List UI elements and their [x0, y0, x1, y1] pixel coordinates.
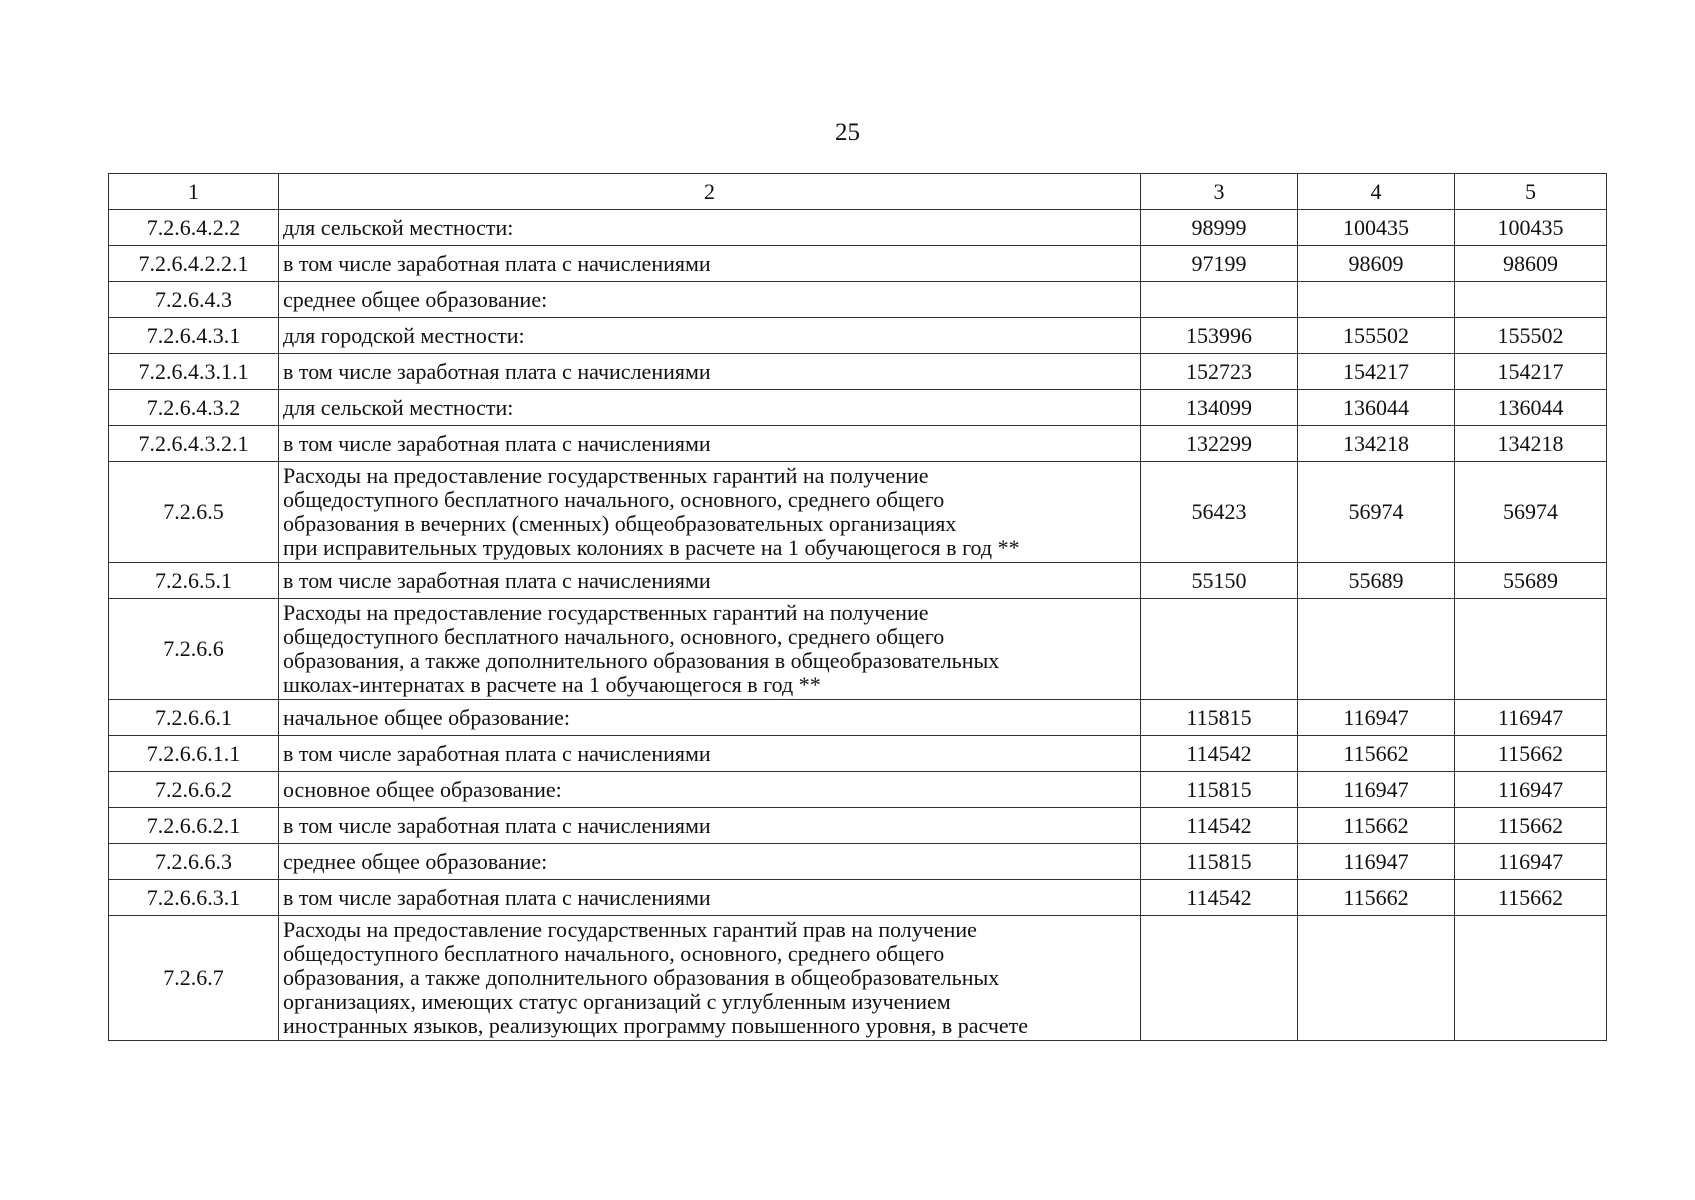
description-line: общедоступного бесплатного начального, основного, среднего общего — [283, 487, 945, 512]
page-number: 25 — [835, 119, 860, 146]
row-value-col5: 56974 — [1455, 462, 1607, 563]
row-description: в том числе заработная плата с начислениями — [279, 354, 1141, 390]
row-value-col4: 134218 — [1298, 426, 1455, 462]
table-row — [109, 916, 1607, 1041]
row-value-col3: 55150 — [1141, 563, 1298, 599]
row-value-col5: 115662 — [1455, 880, 1607, 916]
row-value-col5: 98609 — [1455, 246, 1607, 282]
row-value-col4: 155502 — [1298, 318, 1455, 354]
row-value-col4 — [1298, 599, 1455, 700]
table-row — [109, 563, 1607, 599]
table-row — [109, 880, 1607, 916]
table-row — [109, 844, 1607, 880]
row-value-col3: 153996 — [1141, 318, 1298, 354]
row-description — [279, 599, 1141, 700]
description-line: Расходы на предоставление государственных гарантий на получение — [283, 600, 929, 625]
table-row — [109, 282, 1607, 318]
row-value-col5: 115662 — [1455, 808, 1607, 844]
row-value-col5: 116947 — [1455, 700, 1607, 736]
row-value-col3 — [1141, 282, 1298, 318]
row-description: в том числе заработная плата с начислениями — [279, 808, 1141, 844]
row-value-col3: 132299 — [1141, 426, 1298, 462]
row-code: 7.2.6.5.1 — [109, 563, 279, 599]
row-value-col4: 115662 — [1298, 736, 1455, 772]
row-description: в том числе заработная плата с начислениями — [279, 246, 1141, 282]
row-value-col5 — [1455, 599, 1607, 700]
row-value-col4: 136044 — [1298, 390, 1455, 426]
row-code: 7.2.6.7 — [109, 916, 279, 1041]
budget-table — [108, 173, 1607, 1041]
table-row — [109, 246, 1607, 282]
row-description: среднее общее образование: — [279, 282, 1141, 318]
row-code: 7.2.6.4.3 — [109, 282, 279, 318]
row-value-col3: 115815 — [1141, 700, 1298, 736]
table-row — [109, 390, 1607, 426]
table-row — [109, 700, 1607, 736]
row-description: в том числе заработная плата с начислениями — [279, 426, 1141, 462]
row-value-col5: 55689 — [1455, 563, 1607, 599]
row-value-col4 — [1298, 916, 1455, 1041]
row-code: 7.2.6.4.3.1.1 — [109, 354, 279, 390]
table-row — [109, 426, 1607, 462]
row-value-col5: 136044 — [1455, 390, 1607, 426]
table-row — [109, 210, 1607, 246]
row-value-col5 — [1455, 282, 1607, 318]
row-code: 7.2.6.6.2 — [109, 772, 279, 808]
row-value-col4: 116947 — [1298, 700, 1455, 736]
description-line: общедоступного бесплатного начального, основного, среднего общего — [283, 941, 945, 966]
row-value-col3: 134099 — [1141, 390, 1298, 426]
row-description: среднее общее образование: — [279, 844, 1141, 880]
row-code: 7.2.6.4.2.2 — [109, 210, 279, 246]
row-code: 7.2.6.4.3.2 — [109, 390, 279, 426]
header-cell: 3 — [1141, 174, 1298, 210]
table-row — [109, 354, 1607, 390]
row-value-col3: 152723 — [1141, 354, 1298, 390]
row-code: 7.2.6.4.3.1 — [109, 318, 279, 354]
row-value-col3: 115815 — [1141, 844, 1298, 880]
row-value-col4: 98609 — [1298, 246, 1455, 282]
row-code: 7.2.6.6.3 — [109, 844, 279, 880]
description-line: образования в вечерних (сменных) общеобразовательных организациях — [283, 511, 957, 536]
row-value-col3: 114542 — [1141, 808, 1298, 844]
row-value-col4: 154217 — [1298, 354, 1455, 390]
row-description: для сельской местности: — [279, 210, 1141, 246]
row-value-col3: 97199 — [1141, 246, 1298, 282]
row-value-col4: 115662 — [1298, 808, 1455, 844]
header-cell: 5 — [1455, 174, 1607, 210]
description-line: организациях, имеющих статус организаций с углубленным изучением — [283, 989, 951, 1014]
row-value-col5: 116947 — [1455, 844, 1607, 880]
row-description: в том числе заработная плата с начислениями — [279, 563, 1141, 599]
table-row — [109, 318, 1607, 354]
row-value-col4: 100435 — [1298, 210, 1455, 246]
row-description: в том числе заработная плата с начислениями — [279, 736, 1141, 772]
description-line: образования, а также дополнительного образования в общеобразовательных — [283, 648, 1000, 673]
row-value-col3: 114542 — [1141, 880, 1298, 916]
row-value-col4 — [1298, 282, 1455, 318]
row-code: 7.2.6.6 — [109, 599, 279, 700]
row-value-col5: 100435 — [1455, 210, 1607, 246]
table-row — [109, 772, 1607, 808]
row-value-col5: 155502 — [1455, 318, 1607, 354]
header-cell: 2 — [279, 174, 1141, 210]
row-value-col3: 115815 — [1141, 772, 1298, 808]
row-code: 7.2.6.6.1.1 — [109, 736, 279, 772]
table-row — [109, 599, 1607, 700]
row-value-col3: 98999 — [1141, 210, 1298, 246]
row-description: для городской местности: — [279, 318, 1141, 354]
row-code: 7.2.6.6.3.1 — [109, 880, 279, 916]
row-description — [279, 462, 1141, 563]
row-code: 7.2.6.6.2.1 — [109, 808, 279, 844]
row-description — [279, 916, 1141, 1041]
table-row — [109, 808, 1607, 844]
row-value-col3 — [1141, 599, 1298, 700]
row-code: 7.2.6.4.3.2.1 — [109, 426, 279, 462]
header-cell: 4 — [1298, 174, 1455, 210]
row-value-col5: 154217 — [1455, 354, 1607, 390]
row-value-col4: 115662 — [1298, 880, 1455, 916]
table-row — [109, 462, 1607, 563]
description-line: школах-интернатах в расчете на 1 обучающегося в год ** — [283, 672, 821, 697]
row-code: 7.2.6.4.2.2.1 — [109, 246, 279, 282]
row-description: начальное общее образование: — [279, 700, 1141, 736]
row-description: в том числе заработная плата с начислениями — [279, 880, 1141, 916]
row-value-col5: 115662 — [1455, 736, 1607, 772]
row-value-col3: 114542 — [1141, 736, 1298, 772]
description-line: иностранных языков, реализующих программу повышенного уровня, в расчете — [283, 1013, 1029, 1038]
table-header-row — [109, 174, 1607, 210]
row-value-col4: 55689 — [1298, 563, 1455, 599]
description-line: Расходы на предоставление государственных гарантий прав на получение — [283, 917, 977, 942]
table-row — [109, 736, 1607, 772]
row-value-col4: 116947 — [1298, 772, 1455, 808]
row-description: для сельской местности: — [279, 390, 1141, 426]
row-value-col4: 116947 — [1298, 844, 1455, 880]
row-value-col3 — [1141, 916, 1298, 1041]
row-value-col5 — [1455, 916, 1607, 1041]
row-value-col3: 56423 — [1141, 462, 1298, 563]
header-cell: 1 — [109, 174, 279, 210]
description-line: образования, а также дополнительного образования в общеобразовательных — [283, 965, 1000, 990]
row-description: основное общее образование: — [279, 772, 1141, 808]
description-line: при исправительных трудовых колониях в расчете на 1 обучающегося в год ** — [283, 535, 1020, 560]
row-code: 7.2.6.5 — [109, 462, 279, 563]
description-line: Расходы на предоставление государственных гарантий на получение — [283, 463, 929, 488]
row-value-col5: 134218 — [1455, 426, 1607, 462]
row-value-col5: 116947 — [1455, 772, 1607, 808]
row-code: 7.2.6.6.1 — [109, 700, 279, 736]
description-line: общедоступного бесплатного начального, основного, среднего общего — [283, 624, 945, 649]
row-value-col4: 56974 — [1298, 462, 1455, 563]
